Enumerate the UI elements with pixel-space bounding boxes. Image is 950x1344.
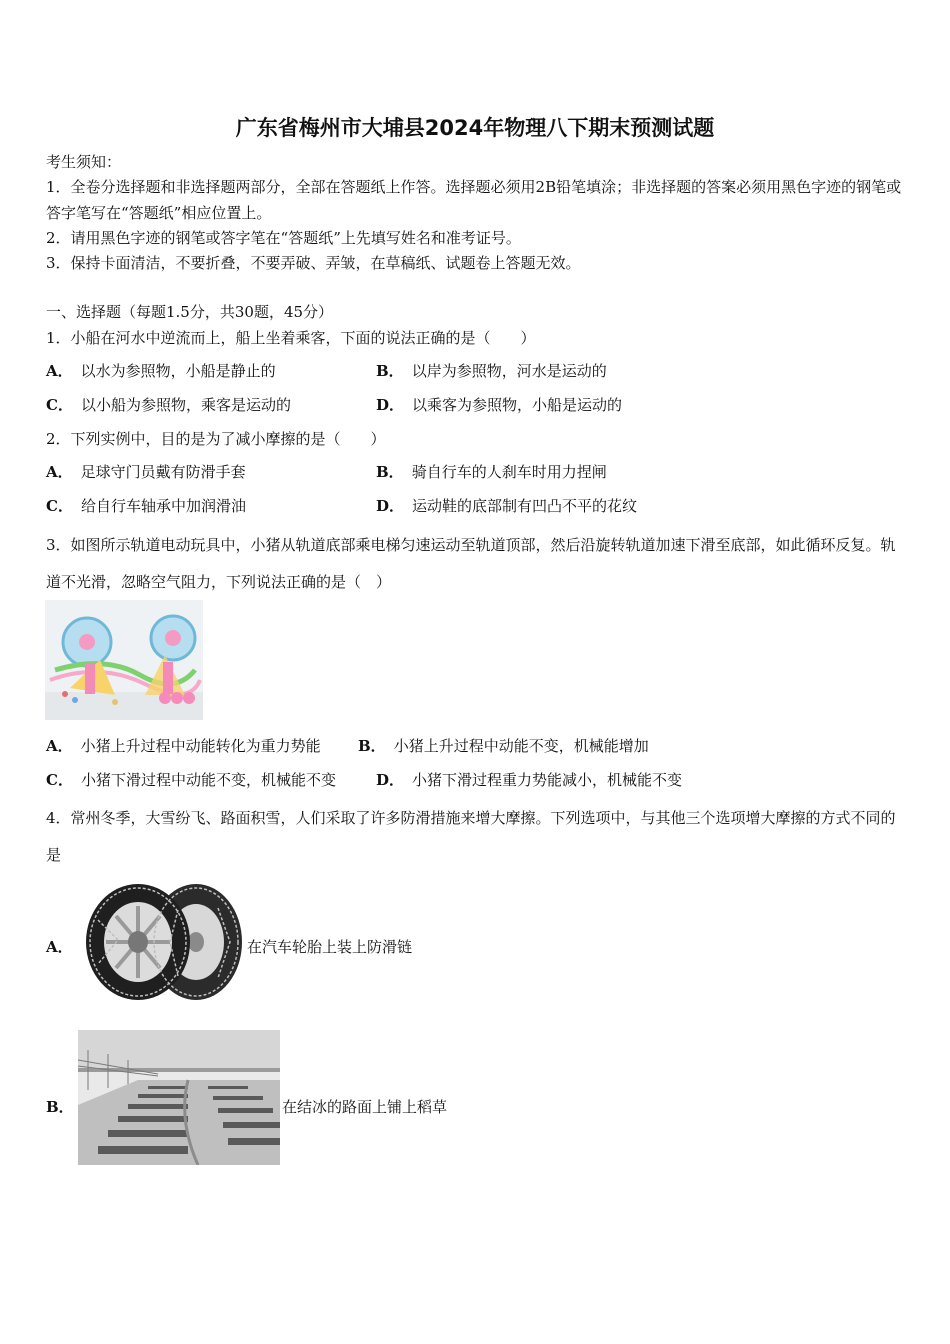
question-4-option-b-letter bbox=[46, 1096, 82, 1117]
question-3-option-d bbox=[376, 769, 682, 790]
question-3-stem: 3．如图所示轨道电动玩具中，小猪从轨道底部乘电梯匀速运动至轨道顶部，然后沿旋转轨道加速下滑至底部，如此循环反复。轨道不光滑，忽略空气阻力，下列说法正确的是（ ） bbox=[46, 536, 896, 591]
option-letter: B． bbox=[376, 463, 404, 481]
option-letter: B． bbox=[376, 362, 404, 380]
question-4-stem: 4．常州冬季，大雪纷飞、路面积雪，人们采取了许多防滑措施来增大摩擦。下列选项中，与其他三个选项增大摩擦的方式不同的是 bbox=[46, 809, 896, 864]
option-letter: C． bbox=[46, 497, 73, 515]
notice-item-1: 1．全卷分选择题和非选择题两部分，全部在答题纸上作答。选择题必须用2B铅笔填涂；非选择题的答案必须用黑色字迹的钢笔或答字笔写在“答题纸”相应位置上。 bbox=[46, 178, 902, 222]
question-2-option-a bbox=[46, 461, 246, 482]
option-text: 骑自行车的人刹车时用力捏闸 bbox=[411, 463, 607, 481]
option-letter: A． bbox=[46, 362, 73, 380]
option-letter: A． bbox=[46, 938, 73, 956]
section-heading: 一、选择题（每题1.5分，共30题，45分） bbox=[46, 303, 334, 321]
option-letter: D． bbox=[376, 497, 405, 515]
option-letter: A． bbox=[46, 737, 73, 755]
page-title: 广东省梅州市大埔县2024年物理八下期末预测试题 bbox=[235, 116, 715, 140]
question-1-option-a bbox=[46, 360, 276, 381]
option-text: 以岸为参照物，河水是运动的 bbox=[411, 362, 607, 380]
question-1-option-b bbox=[376, 360, 607, 381]
question-2-stem: 2．下列实例中，目的是为了减小摩擦的是（ ） bbox=[46, 430, 386, 448]
option-letter: B． bbox=[46, 1098, 74, 1116]
option-letter: D． bbox=[376, 396, 405, 414]
question-1-option-c bbox=[46, 394, 291, 415]
option-letter: C． bbox=[46, 771, 73, 789]
question-1-stem: 1．小船在河水中逆流而上，船上坐着乘客，下面的说法正确的是（ ） bbox=[46, 329, 536, 347]
toy-track-image bbox=[45, 600, 203, 720]
option-text: 足球守门员戴有防滑手套 bbox=[80, 463, 246, 481]
option-letter: D． bbox=[376, 771, 405, 789]
straw-on-icy-road-image bbox=[78, 1030, 280, 1165]
option-text: 给自行车轴承中加润滑油 bbox=[80, 497, 246, 515]
question-3-option-a bbox=[46, 735, 321, 756]
option-letter: C． bbox=[46, 396, 73, 414]
question-1-option-d bbox=[376, 394, 622, 415]
option-text: 小猪上升过程中动能转化为重力势能 bbox=[80, 737, 321, 755]
option-text: 小猪下滑过程重力势能减小，机械能不变 bbox=[412, 771, 683, 789]
notice-item-3: 3．保持卡面清洁，不要折叠，不要弄破、弄皱，在草稿纸、试题卷上答题无效。 bbox=[46, 254, 581, 272]
notice-item-2: 2．请用黑色字迹的钢笔或答字笔在“答题纸”上先填写姓名和准考证号。 bbox=[46, 229, 521, 247]
option-text: 以水为参照物，小船是静止的 bbox=[80, 362, 276, 380]
option-text: 小猪上升过程中动能不变，机械能增加 bbox=[393, 737, 649, 755]
option-text: 以小船为参照物，乘客是运动的 bbox=[80, 396, 291, 414]
option-text: 小猪下滑过程中动能不变，机械能不变 bbox=[80, 771, 336, 789]
question-2-option-c bbox=[46, 495, 246, 516]
question-4-option-a-text: 在汽车轮胎上装上防滑链 bbox=[247, 938, 413, 956]
question-3-option-c bbox=[46, 769, 336, 790]
question-4-option-b-text: 在结冰的路面上铺上稻草 bbox=[282, 1098, 448, 1116]
option-text: 运动鞋的底部制有凹凸不平的花纹 bbox=[412, 497, 638, 515]
notice-heading: 考生须知： bbox=[46, 153, 122, 171]
question-2-option-d bbox=[376, 495, 637, 516]
option-letter: B． bbox=[358, 737, 386, 755]
question-4-option-a-letter bbox=[46, 936, 81, 957]
question-3-option-b bbox=[358, 735, 649, 756]
option-letter: A． bbox=[46, 463, 73, 481]
question-2-option-b bbox=[376, 461, 607, 482]
snow-chain-tire-image bbox=[78, 880, 244, 1002]
option-text: 以乘客为参照物，小船是运动的 bbox=[412, 396, 623, 414]
